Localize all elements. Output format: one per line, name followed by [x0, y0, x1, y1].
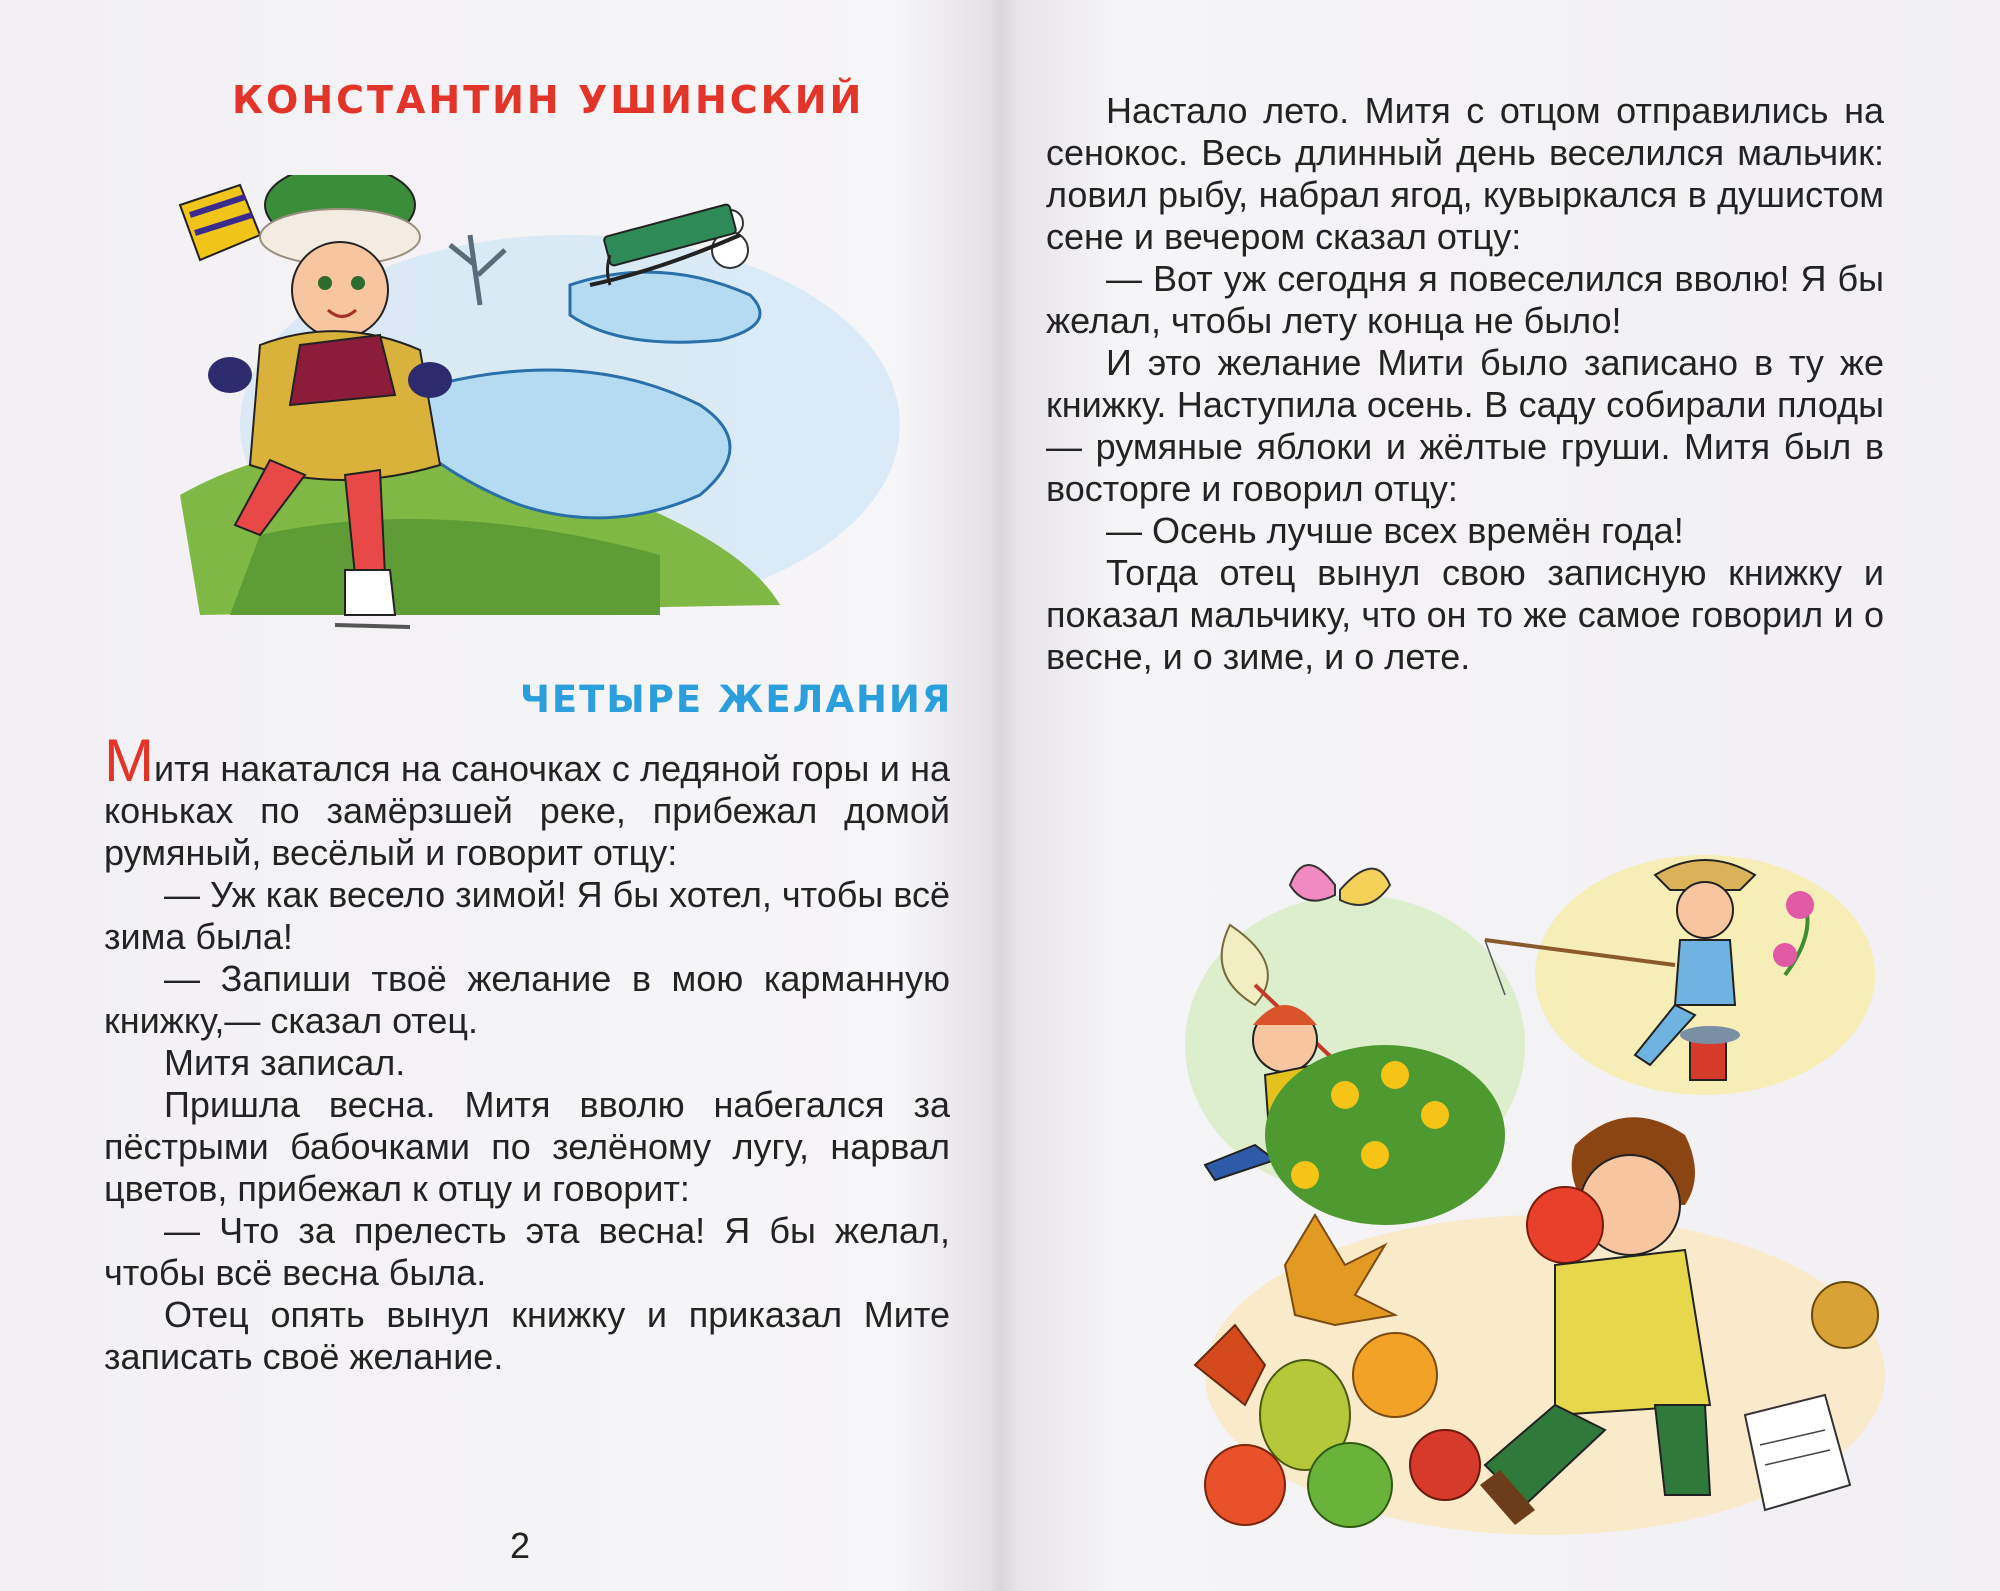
paragraph: — Осень лучше всех времён года! [1106, 510, 1684, 551]
page-number: 2 [510, 1525, 531, 1566]
author-name: КОНСТАНТИН УШИНСКИЙ [232, 78, 865, 122]
story-title: ЧЕТЫРЕ ЖЕЛАНИЯ [520, 678, 953, 721]
left-page-text [104, 727, 950, 1378]
paragraph: — Уж как весело зимой! Я бы хотел, чтобы всё зима была! [104, 874, 950, 957]
paragraph: Митя записал. [164, 1042, 406, 1083]
paragraph-text: итя накатался на саночках с ледяной горы и на коньках по замёрзшей реке, прибежал домой румяный, весёлый и говорит отцу: [104, 748, 950, 873]
left-page [0, 0, 995, 1591]
drop-cap: М [104, 727, 154, 794]
paragraph: — Запиши твоё желание в мою карманную книжку,— сказал отец. [104, 958, 950, 1041]
paragraph: Пришла весна. Митя вволю набегался за пёстрыми бабочками по зелёному лугу, нарвал цветов, прибежал к отцу и говорит: [104, 1084, 950, 1209]
paragraph: Настало лето. Митя с отцом отправились на сенокос. Весь длинный день веселился мальчик: ловил рыбу, набрал ягод, кувыркался в душистом сене и вечером сказал отцу: [1046, 90, 1884, 257]
paragraph: — Что за прелесть эта весна! Я бы желал, чтобы всё весна была. [104, 1210, 950, 1293]
paragraph: Отец опять вынул книжку и приказал Мите записать своё желание. [104, 1294, 950, 1377]
right-page-text [1046, 90, 1884, 678]
paragraph: И это желание Мити было записано в ту же книжку. Наступила осень. В саду собирали плоды — румяные яблоки и жёлтые груши. Митя был в восторге и говорил отцу: [1046, 342, 1884, 509]
paragraph [104, 727, 950, 874]
paragraph: — Вот уж сегодня я повеселился вволю! Я бы желал, чтобы лету конца не было! [1046, 258, 1884, 341]
paragraph: Тогда отец вынул свою записную книжку и показал мальчику, что он то же самое говорил и о весне, и о зиме, и о лете. [1046, 552, 1884, 677]
seasons-illustration [1185, 845, 1885, 1565]
winter-skating-illustration [140, 175, 910, 645]
